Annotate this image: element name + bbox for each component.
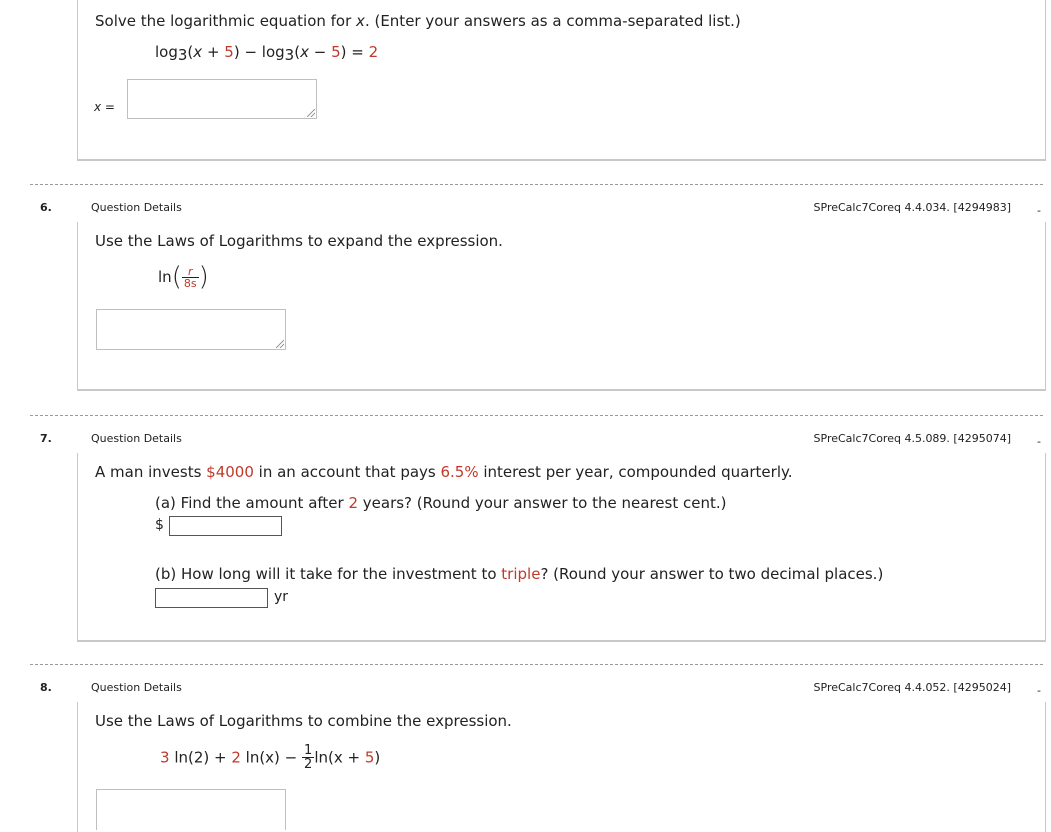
q7-question-details-link[interactable]: Question Details — [91, 432, 182, 445]
separator — [30, 184, 1043, 185]
q7-part-a-input[interactable] — [169, 516, 282, 536]
resize-grip-icon[interactable] — [276, 340, 284, 348]
question-7-panel — [77, 453, 1046, 642]
resize-grip-icon[interactable] — [307, 109, 315, 117]
q6-reference: SPreCalc7Coreq 4.4.034. [4294983] — [813, 201, 1011, 214]
q6-answer-input[interactable] — [96, 309, 286, 350]
q6-menu-dash[interactable]: - — [1037, 204, 1041, 217]
q5-prompt: Solve the logarithmic equation for x. (Enter your answers as a comma-separated list.) — [95, 12, 741, 30]
q8-question-details-link[interactable]: Question Details — [91, 681, 182, 694]
q7-part-b-prompt: (b) How long will it take for the investment to triple? (Round your answer to two decimal places.) — [155, 565, 884, 583]
q7-part-a-prompt: (a) Find the amount after 2 years? (Round your answer to the nearest cent.) — [155, 494, 727, 512]
q5-answer-input[interactable] — [127, 79, 317, 119]
q8-number: 8. — [40, 681, 52, 694]
separator — [30, 664, 1043, 665]
q7-number: 7. — [40, 432, 52, 445]
q5-answer-label: x = — [94, 100, 115, 114]
q7-part-b-input[interactable] — [155, 588, 268, 608]
q8-reference: SPreCalc7Coreq 4.4.052. [4295024] — [813, 681, 1011, 694]
q7-reference: SPreCalc7Coreq 4.5.089. [4295074] — [813, 432, 1011, 445]
q8-prompt: Use the Laws of Logarithms to combine the expression. — [95, 712, 512, 730]
q6-prompt: Use the Laws of Logarithms to expand the expression. — [95, 232, 503, 250]
q7-currency-symbol: $ — [155, 517, 164, 533]
separator — [30, 415, 1043, 416]
q6-number: 6. — [40, 201, 52, 214]
q7-menu-dash[interactable]: - — [1037, 435, 1041, 448]
q8-expression: 3 ln(2) + 2 ln(x) − $\frac{1}{2}$ ln(x + 5) — [160, 743, 381, 772]
q6-question-details-link[interactable]: Question Details — [91, 201, 182, 214]
q6-expression: ln( $\frac{r}{8s}$ ) — [158, 262, 209, 292]
q8-menu-dash[interactable]: - — [1037, 684, 1041, 697]
q7-part-b-unit: yr — [274, 589, 289, 605]
q8-answer-input[interactable] — [96, 789, 286, 830]
q5-equation: $\log_3(x + 5) - \log_3(x - 5) = 2$ — [155, 43, 379, 64]
q7-prompt: A man invests $4000 in an account that pays 6.5% interest per year, compounded quarterly. — [95, 463, 793, 481]
